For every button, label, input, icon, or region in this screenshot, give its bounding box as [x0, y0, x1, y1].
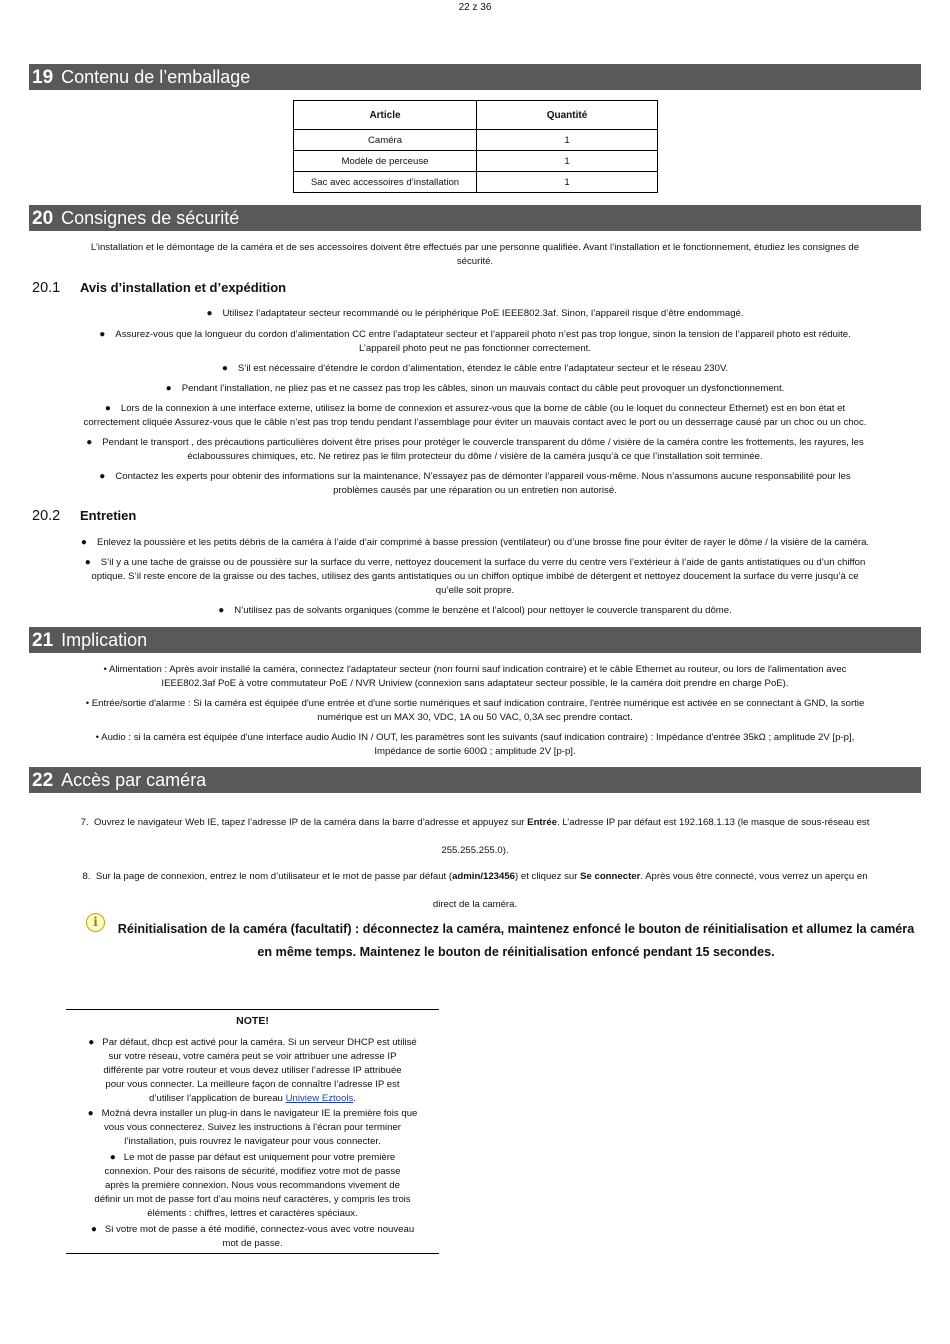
section-title: Consignes de sécurité	[61, 208, 240, 228]
list-item	[29, 362, 921, 376]
subsection-title: Entretien	[80, 508, 137, 523]
table-cell: 1	[477, 172, 658, 193]
text-line: L’appareil photo peut ne pas fonctionner correctement.	[358, 343, 591, 354]
enter-key-label: Entrée	[527, 817, 558, 828]
list-item	[29, 402, 921, 430]
bullet-icon: ●	[109, 1152, 116, 1163]
text-line: Enlevez la poussière et les petits débris de la caméra à l’aide d’air comprimé à basse pression (ventilateur) ou d’une brosse fine pour éviter de rayer le dôme / la visière de la caméra.	[96, 537, 870, 548]
text-line: éclaboussures chimiques, etc. Ne retirez pas le film protecteur du dôme / visière de la caméra jusqu’à ce que l’installation soit terminée.	[187, 451, 763, 462]
text-line: Utilisez l’adaptateur secteur recommandé ou le périphérique PoE IEEE802.3af. Sinon, l’appareil risque d’être endommagé.	[222, 308, 744, 319]
subsection-title: Avis d’installation et d’expédition	[80, 280, 287, 295]
bullet-icon: ●	[99, 471, 106, 482]
text-line: différente par votre routeur et vous devez utiliser l’adresse IP attribuée	[103, 1065, 402, 1076]
text-line: sur votre réseau, votre caméra peut se voir attribuer une adresse IP	[108, 1051, 397, 1062]
text-line: IEEE802.3af PoE à votre commutateur PoE / NVR Uniview (connexion sans adaptateur secteur possible, le la caméra doit prendre en charge PoE).	[161, 678, 789, 689]
text-line: S’il est nécessaire d’étendre le cordon d’alimentation, étendez le câble entre l’adaptateur secteur et le réseau 230V.	[237, 363, 729, 374]
text-line: 255.255.255.0).	[441, 845, 509, 856]
text-line: en même temps. Maintenez le bouton de réinitialisation enfoncé pendant 15 secondes.	[257, 945, 775, 959]
text-line: .	[353, 1093, 356, 1104]
text-line: Le mot de passe par défaut est uniquement pour votre première	[123, 1152, 396, 1163]
text-line: après la première connexion. Nous vous recommandons vivement de	[105, 1180, 400, 1191]
section-number: 20	[32, 208, 54, 229]
step-number: 7.	[80, 817, 89, 828]
bullet-icon: ●	[84, 557, 91, 568]
section-number: 19	[32, 67, 54, 88]
step-8	[29, 863, 921, 919]
text-line: Contactez les experts pour obtenir des informations sur la maintenance. N’essayez pas de démonter l’appareil vous-même. Nous n’assumons aucune responsabilité pour les	[115, 471, 851, 482]
text-line: N’utilisez pas de solvants organiques (comme le benzène et l’alcool) pour nettoyer le couvercle transparent du dôme.	[234, 605, 732, 616]
subsection-number: 20.1	[32, 280, 61, 296]
text-line: • Audio : si la caméra est équipée d'une interface audio Audio IN / OUT, les paramètres sont les suivants (sauf indication contraire) : Impédance d'entrée 35kΩ ; amplitude 2V [p-p],	[95, 732, 855, 743]
bullet-icon: ●	[90, 1224, 97, 1235]
subsection-20-2-heading	[32, 508, 136, 524]
section-21-heading	[29, 627, 921, 653]
section-number: 21	[32, 630, 54, 651]
text-line: qu’elle soit propre.	[435, 585, 515, 596]
bullet-icon: ●	[104, 403, 111, 414]
default-credentials: admin/123456	[452, 871, 516, 882]
table-cell: Sac avec accessoires d’installation	[294, 172, 477, 193]
text-line: Sur la page de connexion, entrez le nom d’utilisateur et le mot de passe par défaut (	[95, 871, 453, 882]
section-title: Accès par caméra	[61, 770, 207, 790]
subsection-20-1-heading	[32, 280, 286, 296]
bullet-icon: ●	[206, 308, 213, 319]
note-title: NOTE!	[236, 1015, 269, 1027]
table-cell: Caméra	[294, 130, 477, 151]
text-line: Lors de la connexion à une interface externe, utilisez la borne de connexion et assurez-vous que la borne de câble (ou le loquet du connecteur Ethernet) est en bon état et	[120, 403, 846, 414]
text-line: correctement cliquée Assurez-vous que le câble n’est pas trop tendu pendant l’assemblage pour éviter un mauvais contact avec le port ou un desserrage causé par un choc ou un choc.	[83, 417, 867, 428]
text-line: direct de la caméra.	[432, 899, 518, 910]
bullet-icon: ●	[99, 329, 106, 340]
bullet-icon: ●	[218, 605, 225, 616]
list-item	[29, 556, 921, 598]
column-header-article: Article	[294, 101, 477, 130]
text-line: Pendant l’installation, ne pliez pas et ne cassez pas trop les câbles, sinon un mauvais contact du câble peut provoquer un dysfonctionnement.	[181, 383, 785, 394]
bullet-icon: ●	[87, 1108, 94, 1119]
table-row	[294, 172, 658, 193]
note-item	[66, 1223, 439, 1251]
text-line: problèmes causés par une réparation ou un entretien non autorisé.	[333, 485, 617, 496]
text-line: . Après vous être connecté, vous verrez un aperçu en	[640, 871, 868, 882]
text-line: éléments : chiffres, lettres et caractères spéciaux.	[147, 1208, 358, 1219]
note-item	[66, 1151, 439, 1221]
text-line: Réinitialisation de la caméra (facultatif) : déconnectez la caméra, maintenez enfoncé le bouton de réinitialisation et allumez la caméra	[117, 922, 915, 936]
list-item	[29, 604, 921, 618]
reset-instructions	[112, 918, 920, 964]
uniview-eztools-link[interactable]: Uniview Eztools	[285, 1093, 354, 1104]
text-line: Impédance de sortie 600Ω ; amplitude 2V [p-p].	[374, 746, 576, 757]
text-line: Assurez-vous que la longueur du cordon d’alimentation CC entre l’adaptateur secteur et l’appareil photo n’est pas trop longue, sinon la tension de l’appareil photo est réduite.	[115, 329, 851, 340]
table-cell: 1	[477, 151, 658, 172]
table-row	[294, 130, 658, 151]
bullet-icon: ●	[221, 363, 228, 374]
step-7	[29, 809, 921, 865]
list-item	[29, 307, 921, 321]
text-line: d’utiliser l’application de bureau	[149, 1093, 286, 1104]
text-line: l’installation, puis rouvrez le navigateur pour vous connecter.	[124, 1136, 381, 1147]
bullet-icon: ●	[80, 537, 87, 548]
list-item	[29, 697, 921, 725]
page-number: 22 z 36	[458, 2, 492, 13]
list-item	[29, 436, 921, 464]
text-line: Možná devra installer un plug-in dans le navigateur IE la première fois que	[101, 1108, 418, 1119]
list-item	[29, 382, 921, 396]
step-number: 8.	[82, 871, 91, 882]
list-item	[29, 328, 921, 356]
text-line: mot de passe.	[222, 1238, 283, 1249]
table-header-row	[294, 101, 658, 130]
table-row	[294, 151, 658, 172]
section-number: 22	[32, 770, 54, 791]
text-line: S’il y a une tache de graisse ou de poussière sur la surface du verre, nettoyez doucement la surface du verre du centre vers l’extérieur à l’aide de gants antistatiques ou d’un chiffon	[100, 557, 866, 568]
table-cell: Modèle de perceuse	[294, 151, 477, 172]
login-button-label: Se connecter	[580, 871, 641, 882]
text-line: sécurité.	[456, 256, 494, 267]
text-line: Si votre mot de passe a été modifié, connectez-vous avec votre nouveau	[104, 1224, 415, 1235]
text-line: connexion. Pour des raisons de sécurité, modifiez votre mot de passe	[104, 1166, 401, 1177]
note-box	[66, 1009, 439, 1254]
text-line: Par défaut, dhcp est activé pour la caméra. Si un serveur DHCP est utilisé	[102, 1037, 417, 1048]
text-line: définir un mot de passe fort d’au moins neuf caractères, y compris les trois	[94, 1194, 411, 1205]
list-item	[29, 731, 921, 759]
text-line: ) et cliquez sur	[515, 871, 581, 882]
text-line: . L’adresse IP par défaut est 192.168.1.13 (le masque de sous-réseau est	[557, 817, 870, 828]
info-icon: i	[86, 913, 105, 932]
text-line: Pendant le transport , des précautions particulières doivent être prises pour protéger le couvercle transparent du dôme / visière de la caméra contre les frottements, les rayures, les	[102, 437, 864, 448]
text-line: • Alimentation : Après avoir installé la caméra, connectez l'adaptateur secteur (non fourni sauf indication contraire) et le câble Ethernet au routeur, ou lors de l'alimentation avec	[103, 664, 847, 675]
section-19-heading	[29, 64, 921, 90]
note-item	[66, 1107, 439, 1149]
text-line: • Entrée/sortie d'alarme : Si la caméra est équipée d'une entrée et d'une sortie numériques et sauf indication contraire, l'entrée numérique est activée en se connectant à GND, la sortie	[85, 698, 865, 709]
list-item	[29, 663, 921, 691]
note-item	[66, 1036, 439, 1106]
safety-intro	[29, 241, 921, 269]
column-header-quantity: Quantité	[477, 101, 658, 130]
list-item	[29, 536, 921, 550]
list-item	[29, 470, 921, 498]
text-line: vous vous connecterez. Suivez les instructions à l’écran pour terminer	[103, 1122, 401, 1133]
text-line: optique. S’il reste encore de la graisse ou des taches, utilisez des gants antistatiques ou un chiffon optique imbibé de détergent et nettoyez doucement la surface du verre jusqu’à ce	[91, 571, 859, 582]
bullet-icon: ●	[165, 383, 172, 394]
text-line: numérique est un MAX 30, VDC, 1A ou 50 VAC, 0,3A sec prendre contact.	[317, 712, 633, 723]
text-line: Ouvrez le navigateur Web IE, tapez l’adresse IP de la caméra dans la barre d’adresse et appuyez sur	[93, 817, 528, 828]
text-line: L’installation et le démontage de la caméra et de ses accessoires doivent être effectués par une personne qualifiée. Avant l’installation et le fonctionnement, étudiez les consignes de	[90, 242, 860, 253]
package-contents-table	[293, 100, 658, 193]
text-line: pour vous connecter. La meilleure façon de connaître l’adresse IP est	[105, 1079, 400, 1090]
section-20-heading	[29, 205, 921, 231]
bullet-icon: ●	[88, 1037, 95, 1048]
subsection-number: 20.2	[32, 508, 61, 524]
table-cell: 1	[477, 130, 658, 151]
section-22-heading	[29, 767, 921, 793]
section-title: Implication	[61, 630, 148, 650]
section-title: Contenu de l’emballage	[61, 67, 251, 87]
bullet-icon: ●	[86, 437, 93, 448]
